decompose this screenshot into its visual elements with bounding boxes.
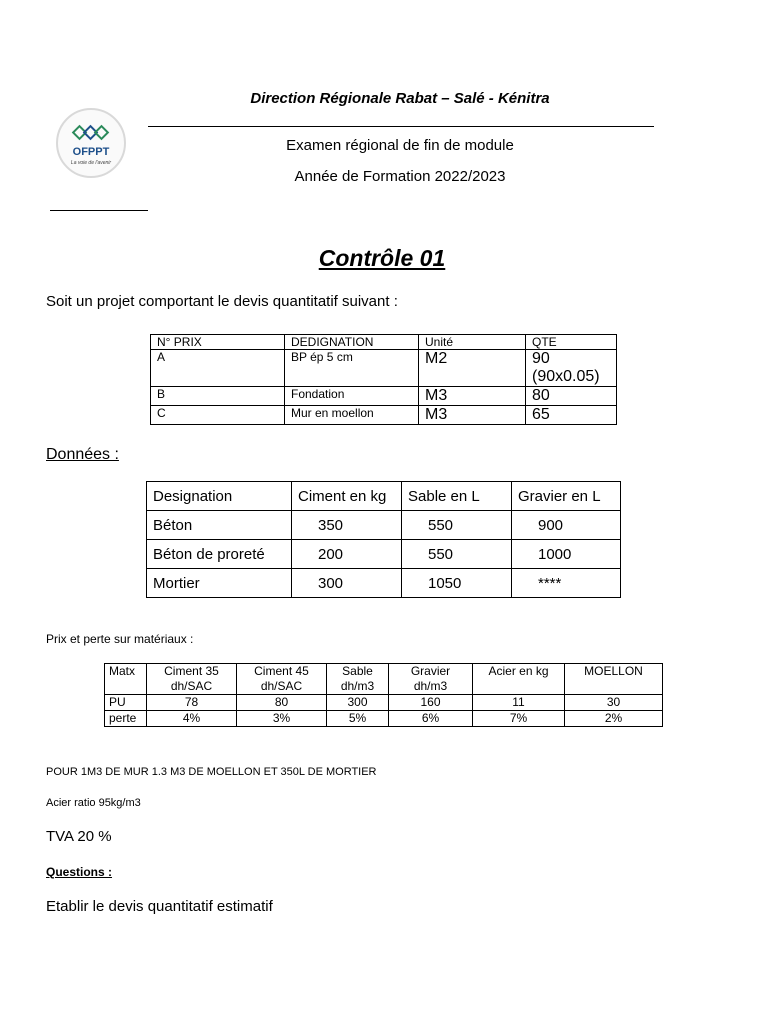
ofppt-logo bbox=[56, 108, 126, 178]
materiaux-table bbox=[104, 663, 663, 727]
donnees-heading: Données : bbox=[46, 446, 119, 463]
table-cell: **** bbox=[512, 569, 621, 598]
header-divider bbox=[148, 126, 654, 127]
table-cell: Mortier bbox=[147, 569, 292, 598]
page-title: Contrôle 01 bbox=[318, 245, 446, 271]
table-cell: Fondation bbox=[285, 387, 419, 406]
header-cell: Designation bbox=[147, 482, 292, 511]
table-cell: A bbox=[151, 350, 285, 387]
table-cell: 6% bbox=[389, 711, 473, 727]
table-cell: 900 bbox=[512, 511, 621, 540]
table-row bbox=[105, 711, 663, 727]
header-cell: Sable dh/m3 bbox=[327, 664, 389, 695]
table-cell: 78 bbox=[147, 695, 237, 711]
table-cell: 3% bbox=[237, 711, 327, 727]
table-cell: M3 bbox=[419, 406, 526, 425]
table-cell: perte bbox=[105, 711, 147, 727]
table-cell: BP ép 5 cm bbox=[285, 350, 419, 387]
table-cell: 90 (90x0.05) bbox=[526, 350, 617, 387]
direction-heading: Direction Régionale Rabat – Salé - Kénitra bbox=[250, 90, 550, 107]
table-row bbox=[147, 569, 621, 598]
table-cell: 80 bbox=[237, 695, 327, 711]
header-cell: MOELLON bbox=[565, 664, 663, 695]
header-cell: DEDIGNATION bbox=[285, 335, 419, 350]
table-cell: Mur en moellon bbox=[285, 406, 419, 425]
table-cell: PU bbox=[105, 695, 147, 711]
table-row bbox=[147, 511, 621, 540]
header-cell: Sable en L bbox=[402, 482, 512, 511]
table-cell: 2% bbox=[565, 711, 663, 727]
header-cell: Ciment 35 dh/SAC bbox=[147, 664, 237, 695]
logo-emblem-icon bbox=[58, 110, 124, 150]
header-cell: QTE bbox=[526, 335, 617, 350]
header-cell: Ciment en kg bbox=[292, 482, 402, 511]
table-cell: 200 bbox=[292, 540, 402, 569]
header-cell: Ciment 45 dh/SAC bbox=[237, 664, 327, 695]
table-cell: 4% bbox=[147, 711, 237, 727]
table-row bbox=[147, 540, 621, 569]
table-cell: 350 bbox=[292, 511, 402, 540]
exam-title: Examen régional de fin de module bbox=[286, 137, 514, 154]
question-text: Etablir le devis quantitatif estimatif bbox=[46, 898, 273, 915]
header-cell: Gravier dh/m3 bbox=[389, 664, 473, 695]
table-cell: C bbox=[151, 406, 285, 425]
table-cell: Béton bbox=[147, 511, 292, 540]
table-cell: M2 bbox=[419, 350, 526, 387]
table-cell: M3 bbox=[419, 387, 526, 406]
formation-year: Année de Formation 2022/2023 bbox=[294, 168, 506, 185]
table-cell: B bbox=[151, 387, 285, 406]
table-header-row bbox=[147, 482, 621, 511]
header-cell: Gravier en L bbox=[512, 482, 621, 511]
table-header-row bbox=[105, 664, 663, 695]
table-cell: 1050 bbox=[402, 569, 512, 598]
questions-heading: Questions : bbox=[46, 865, 113, 879]
table-cell: 300 bbox=[327, 695, 389, 711]
prix-heading: Prix et perte sur matériaux : bbox=[46, 632, 194, 646]
table-cell: 550 bbox=[402, 540, 512, 569]
header-cell: Matx bbox=[105, 664, 147, 695]
table-header-row bbox=[151, 335, 617, 350]
table-cell: 5% bbox=[327, 711, 389, 727]
header-cell: N° PRIX bbox=[151, 335, 285, 350]
table-cell: 550 bbox=[402, 511, 512, 540]
header-cell: Unité bbox=[419, 335, 526, 350]
logo-text: OFPPT bbox=[72, 146, 110, 158]
donnees-table bbox=[146, 481, 621, 598]
mur-ratio-note: POUR 1M3 DE MUR 1.3 M3 DE MOELLON ET 350L DE MORTIER bbox=[46, 766, 377, 778]
table-cell: 300 bbox=[292, 569, 402, 598]
table-row bbox=[151, 350, 617, 387]
table-cell: 1000 bbox=[512, 540, 621, 569]
table-cell: 80 bbox=[526, 387, 617, 406]
table-cell: 65 bbox=[526, 406, 617, 425]
table-cell: 11 bbox=[473, 695, 565, 711]
devis-table bbox=[150, 334, 617, 425]
header-cell: Acier en kg bbox=[473, 664, 565, 695]
table-cell: 160 bbox=[389, 695, 473, 711]
table-cell: 30 bbox=[565, 695, 663, 711]
table-row bbox=[105, 695, 663, 711]
intro-text: Soit un projet comportant le devis quantitatif suivant : bbox=[46, 293, 398, 310]
logo-tagline: La voie de l'avenir bbox=[70, 160, 112, 166]
short-divider bbox=[50, 210, 148, 211]
acier-ratio-note: Acier ratio 95kg/m3 bbox=[46, 797, 141, 809]
table-row bbox=[151, 387, 617, 406]
table-cell: 7% bbox=[473, 711, 565, 727]
tva-note: TVA 20 % bbox=[46, 828, 112, 845]
table-row bbox=[151, 406, 617, 425]
table-cell: Béton de proreté bbox=[147, 540, 292, 569]
